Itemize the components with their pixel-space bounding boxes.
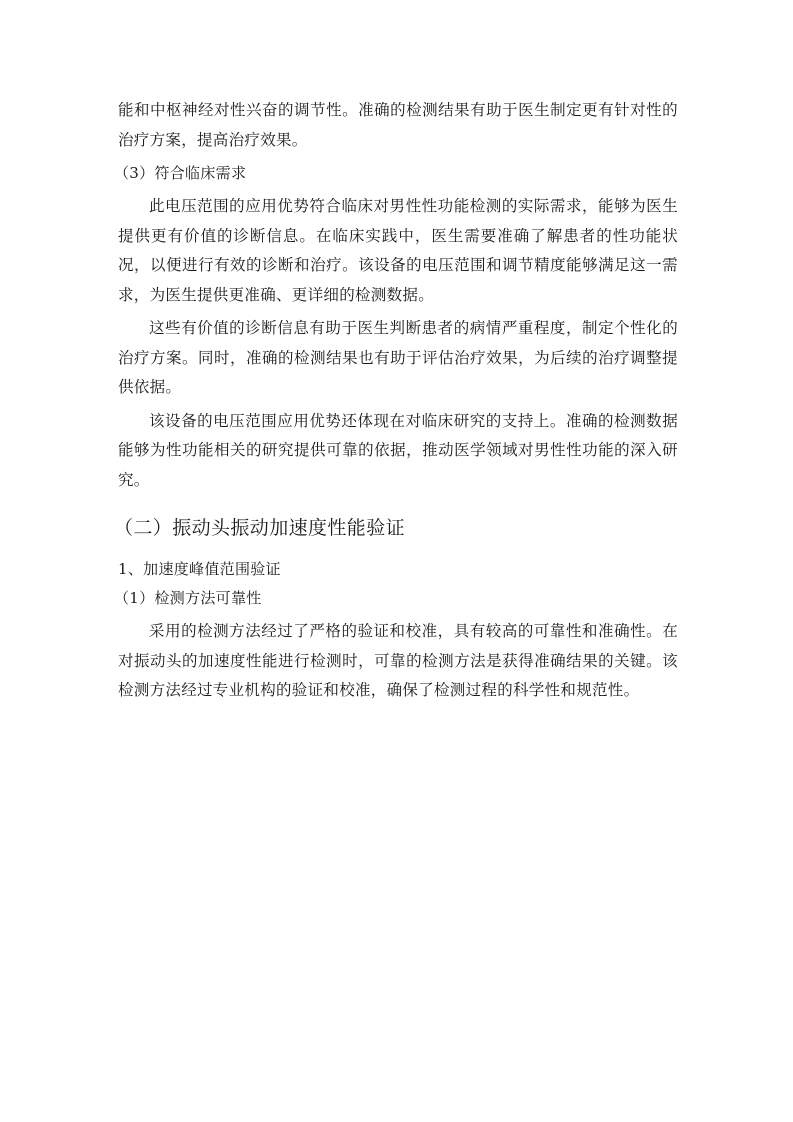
section-heading-vibration: （二）振动头振动加速度性能验证: [114, 517, 406, 539]
document-page: [114, 96, 678, 706]
subheading-clinical-needs: （3）符合临床需求: [114, 164, 247, 182]
paragraph-clinical-needs-1: 此电压范围的应用优势符合临床对男性性功能检测的实际需求，能够为医生提供更有价值的诊断信息。在临床实践中，医生需要准确了解患者的性功能状况，以便进行有效的诊断和治疗。该设备的电压范围和调节精度能够满足这一需求，为医生提供更准确、更详细的检测数据。: [118, 197, 678, 304]
paragraph-clinical-needs-2: 这些有价值的诊断信息有助于医生判断患者的病情严重程度，制定个性化的治疗方案。同时，准确的检测结果也有助于评估治疗效果，为后续的治疗调整提供依据。: [118, 319, 678, 396]
paragraph-method-reliability: 采用的检测方法经过了严格的验证和校准，具有较高的可靠性和准确性。在对振动头的加速度性能进行检测时，可靠的检测方法是获得准确结果的关键。该检测方法经过专业机构的验证和校准，确保了检测过程的科学性和规范性。: [118, 622, 678, 699]
subheading-acceleration-peak: 1、加速度峰值范围验证: [118, 560, 281, 578]
paragraph-clinical-needs-3: 该设备的电压范围应用优势还体现在对临床研究的支持上。准确的检测数据能够为性功能相关的研究提供可靠的依据，推动医学领域对男性性功能的深入研究。: [118, 411, 678, 489]
paragraph-continuation: 能和中枢神经对性兴奋的调节性。准确的检测结果有助于医生制定更有针对性的治疗方案，提高治疗效果。: [118, 101, 678, 149]
subheading-method-reliability: （1）检测方法可靠性: [114, 589, 262, 607]
